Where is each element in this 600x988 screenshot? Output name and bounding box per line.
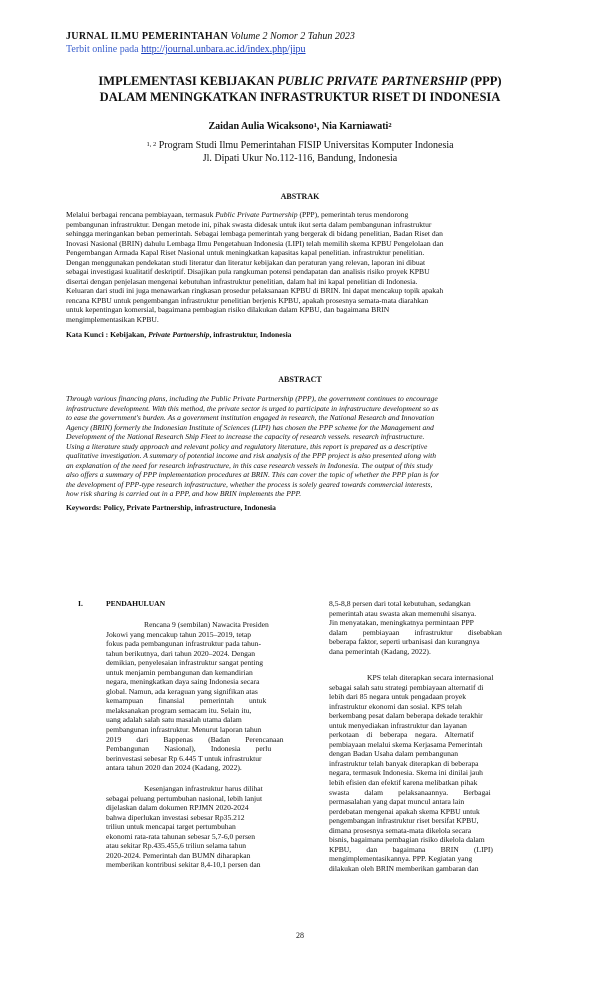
- text-line: demikian, penyelesaian infrastruktur sangat penting: [106, 658, 264, 668]
- text-segment: sebagai investigasi kualitatif deskriptif. Disajikan pula rangkuman potensi pendapatan dan analisis risiko proyek KPBU: [66, 267, 430, 277]
- abstract-heading: ABSTRACT: [278, 375, 322, 384]
- text-line: Development of the National Research Ship Fleet to increase the capacity of research vessels. research infrastructure.: [66, 432, 425, 442]
- text-line: dengan Badan Usaha dalam pembangunan: [329, 749, 459, 759]
- text-line: untuk menyediakan infrastruktur dan layanan: [329, 720, 467, 730]
- text-line: bahwa diperlukan investasi sebesar Rp35.212: [106, 812, 245, 822]
- text-line: [66, 286, 536, 296]
- text-segment: Keluaran dari studi ini juga menawarkan ringkasan prosedur pelaksanaan KPBU di BRIN. Ini dapat mencakup topik apakah: [66, 286, 444, 296]
- text-segment: pembangunan infrastruktur. Dengan metode ini, pihak swasta didesak untuk ikut serta dalam pembangunan infrastruktur: [66, 219, 432, 229]
- keywords: Keywords: Policy, Private Partnership, infrastructure, Indonesia: [66, 503, 276, 512]
- affiliation-text: Program Studi Ilmu Pemerintahan FISIP Universitas Komputer Indonesia: [158, 140, 454, 151]
- text-line: 2019 dari Bappenas (Badan Perencanaan: [106, 734, 284, 744]
- text-line: [66, 229, 536, 239]
- text-segment: Pengembangan Armada Kapal Riset Nasional untuk meningkatkan kapasitas kapal penelitian. infrastruktur penelitian.: [66, 248, 425, 258]
- text-line: Pembangunan Nasional), Indonesia perlu: [106, 744, 272, 754]
- section-title: PENDAHULUAN: [106, 599, 166, 608]
- online-prefix: Terbit online pada: [66, 44, 139, 55]
- text-line: pengembangan infrastruktur riset bersifat KPBU,: [329, 816, 479, 826]
- text-segment: Dengan menggunakan pendekatan studi literatur dan literatur kebijakan dan peraturan yang relevan, laporan ini dibuat: [66, 257, 426, 267]
- text-line: swasta dalam pelaksanaannya. Berbagai: [329, 787, 491, 797]
- journal-name: JURNAL ILMU PEMERINTAHAN: [66, 31, 229, 42]
- text-line: untuk menjamin pembangunan dan kemandirian: [106, 667, 253, 677]
- paper-title-line2: DALAM MENINGKATKAN INFRASTRUKTUR RISET DI INDONESIA: [99, 90, 501, 104]
- text-line: antara tahun 2020 dan 2024 (Kadang, 2022).: [106, 763, 242, 773]
- text-line: KPBU, dan bagaimana BRIN (LIPI): [329, 844, 493, 854]
- text-line: lebih dari 85 negara untuk pengadaan proyek: [329, 692, 467, 702]
- text-line: sebagai salah satu strategi pembiayaan alternatif di: [329, 682, 484, 692]
- online-line: [66, 44, 306, 56]
- text-line: ekonomi rata-rata tahunan sebesar 5,7-6,0 persen: [106, 831, 256, 841]
- author-sup: 1: [313, 122, 317, 129]
- abstrak-heading: ABSTRAK: [280, 192, 320, 201]
- text-line: Through various financing plans, including the Public Private Partnership (PPP), the government continues to encourage: [66, 394, 438, 403]
- affiliation-line1: [60, 140, 540, 152]
- right-column-paragraph-2: [329, 673, 529, 873]
- journal-url-link[interactable]: http://journal.unbara.ac.id/index.php/jipu: [141, 44, 306, 55]
- text-line: berkembang pesat dalam beberapa dekade terakhir: [329, 711, 483, 721]
- text-line: [66, 239, 536, 249]
- text-line: negara, meningkatkan daya saing Indonesia secara: [106, 677, 260, 687]
- text-line: dana pemerintah (Kadang, 2022).: [329, 646, 431, 656]
- text-line: dijelaskan dalam dokumen RPJMN 2020-2024: [106, 803, 249, 813]
- text-line: KPS telah diterapkan secara internasional: [367, 673, 494, 682]
- text-line: Jokowi yang mencakup tahun 2015–2019, tetap: [106, 629, 252, 639]
- author-separator: ,: [316, 121, 322, 132]
- text-line: [66, 220, 536, 230]
- text-line: an explanation of the need for research infrastructure, in this case research vessels in Indonesia. The output of this study: [66, 460, 433, 470]
- text-line: mengimplementasikannya. PPP. Kegiatan yang: [329, 854, 473, 864]
- section-number: I.: [78, 599, 83, 608]
- text-line: 8,5-8,8 persen dari total kebutuhan, sedangkan: [329, 599, 471, 608]
- text-line: [66, 258, 536, 268]
- text-line: triliun untuk mencapai target pertumbuhan: [106, 822, 236, 832]
- left-column-paragraph-2: [106, 784, 304, 870]
- right-column-paragraph-1: [329, 599, 529, 656]
- text-line: to ease the government's burden. As a government institution engaged in research, the National Research and Innovation: [66, 413, 435, 423]
- text-line: also offers a summary of PPP implementation procedures at BRIN. This can cover the topic of whether the PPP plan is for: [66, 470, 439, 480]
- kata-kunci: [66, 330, 291, 340]
- text-line: Using a literature study approach and relevant policy and regulatory literature, this report is prepared as a descriptive: [66, 441, 428, 451]
- text-line: berinvestasi sebesar Rp 6.445 T untuk infrastruktur: [106, 753, 262, 763]
- text-segment: Inovasi Nasional (BRIN) dahulu Lembaga Ilmu Pengetahuan Indonesia (LIPI) telah memilih skema KPBU Pengelolaan dan: [66, 238, 444, 248]
- text-line: Kesenjangan infrastruktur harus dilihat: [144, 784, 263, 793]
- text-line: permasalahan yang dapat muncul antara lain: [329, 797, 465, 807]
- text-line: melaksanakan program semacam itu. Selain itu,: [106, 705, 252, 715]
- page-number: 28: [296, 931, 304, 940]
- kata-kunci-italic: Private Partnership: [148, 330, 210, 339]
- text-line: beberapa faktor, seperti urbanisasi dan kurangnya: [329, 637, 480, 647]
- text-line: [66, 305, 536, 315]
- text-line: kemampuan finansial pemerintah untuk: [106, 696, 267, 706]
- text-segment: mengimplementasikan KPBU.: [66, 315, 159, 325]
- text-line: [66, 267, 536, 277]
- text-line: how risk sharing is carried out in a PPP, and how BRIN implements the PPP.: [66, 489, 302, 499]
- text-line: dimana prosesnya semata-mata dikelola secara: [329, 825, 472, 835]
- text-line: uang adalah salah satu masalah utama dalam: [106, 715, 242, 725]
- title-part: (PPP): [470, 74, 502, 88]
- text-line: infrastruktur telah banyak diterapkan di beberapa: [329, 758, 479, 768]
- italic-segment: Public Private Partnership: [215, 210, 298, 219]
- text-line: negara, termasuk Indonesia. Skema ini dinilai jauh: [329, 768, 483, 778]
- text-line: memberikan kontribusi sekitar 8,4-10,1 persen dan: [106, 860, 261, 870]
- text-line: [66, 315, 536, 325]
- text-line: lebih efisien dan efektif karena melibatkan pihak: [329, 778, 478, 788]
- affiliation-sup: 1, 2: [146, 141, 157, 148]
- paper-title-line1: [60, 74, 540, 89]
- author-sup: 2: [388, 122, 392, 129]
- text-line: pembiayaan melalui skema Kerjasama Pemerintah: [329, 739, 483, 749]
- text-line: 2020-2024. Pemerintah dan BUMN diharapkan: [106, 850, 251, 860]
- text-line: perdebatan mengenai apakah skema KPBU untuk: [329, 806, 480, 816]
- text-line: qualitative investigation. A summary of potential income and risk analysis of the PPP project is also presented along with: [66, 451, 437, 461]
- text-line: infrastructure development. With this method, the private sector is urged to participate in infrastructure development so as: [66, 403, 439, 413]
- text-line: dilakukan oleh BRIN memberikan gambaran dan: [329, 863, 479, 873]
- text-line: bisnis, bagaimana pembagian risiko dikelola dalam: [329, 835, 485, 845]
- kata-kunci-rest: , infrastruktur, Indonesia: [209, 330, 292, 339]
- text-line: dalam pembiayaan infrastruktur disebabkan: [329, 627, 502, 637]
- title-italic-part: PUBLIC PRIVATE PARTNERSHIP: [277, 74, 468, 88]
- text-line: pembangunan infrastruktur. Menurut laporan tahun: [106, 725, 262, 735]
- text-line: [66, 248, 536, 258]
- text-segment: Melalui berbagai rencana pembiayaan, termasuk: [66, 210, 216, 219]
- text-line: Agency (BRIN) formerly the Indonesian Institute of Sciences (LIPI) has chosen the PPP scheme for the Management and: [66, 422, 434, 432]
- title-part: IMPLEMENTASI KEBIJAKAN: [98, 74, 275, 88]
- text-segment: (PPP), pemerintah terus mendorong: [297, 210, 409, 219]
- text-segment: untuk kepentingan komersial, bagaimana pembagian risiko dilakukan dalam KPBU, dan bagaimana BRIN: [66, 305, 390, 315]
- author-list: [60, 121, 540, 133]
- text-line: Rencana 9 (sembilan) Nawacita Presiden: [144, 620, 269, 629]
- kata-kunci-label: Kata Kunci : Kebijakan,: [66, 330, 149, 339]
- text-line: atau sekitar Rp.435.455,6 triliun selama tahun: [106, 841, 247, 851]
- text-line: perkotaan di beberapa negara. Alternatif: [329, 730, 474, 740]
- text-line: global. Namun, ada keraguan yang signifikan atas: [106, 686, 258, 696]
- text-line: tahun berikutnya, dari tahun 2020–2024. Dengan: [106, 648, 256, 658]
- author-name: Zaidan Aulia Wicaksono: [208, 121, 314, 132]
- text-line: fokus pada pembangunan infrastruktur pada tahun-: [106, 639, 261, 649]
- text-line: infrastruktur ekonomi dan sosial. KPS telah: [329, 701, 462, 711]
- text-line: sebagai peluang pertumbuhan nasional, lebih lanjut: [106, 793, 263, 803]
- abstract-en-body: [66, 394, 536, 499]
- left-column-paragraph-1: [106, 620, 304, 773]
- text-line: [66, 296, 536, 306]
- text-line: [66, 210, 536, 220]
- text-line: [66, 277, 536, 287]
- text-segment: sehingga meringankan beban pemerintah. Sebagai lembaga pemerintah yang bergerak di bidang penelitian, Badan Riset dan: [66, 229, 443, 239]
- abstrak-body: [66, 210, 536, 325]
- affiliation-line2: Jl. Dipati Ukur No.112-116, Bandung, Indonesia: [202, 153, 398, 164]
- author-name: Nia Karniawati: [321, 121, 389, 132]
- text-line: Jin menyatakan, meningkatnya permintaan PPP: [329, 618, 474, 628]
- text-line: pemerintah atau swasta akan memenuhi sisanya.: [329, 608, 477, 618]
- text-segment: rencana KPBU untuk pengembangan infrastruktur penelitian berjenis KPBU, apakah prosesnya semata-mata diarahkan: [66, 295, 429, 305]
- text-line: the development of PPP-type research infrastructure, whether the process is solely geared towards commercial interests,: [66, 479, 433, 489]
- journal-volume: Volume 2 Nomor 2 Tahun 2023: [230, 31, 355, 42]
- journal-header: [66, 31, 355, 43]
- text-segment: disertai dengan penjelasan mengenai kebutuhan infrastruktur penelitian, dalam hal ini kapal penelitian di Indonesia.: [66, 276, 418, 286]
